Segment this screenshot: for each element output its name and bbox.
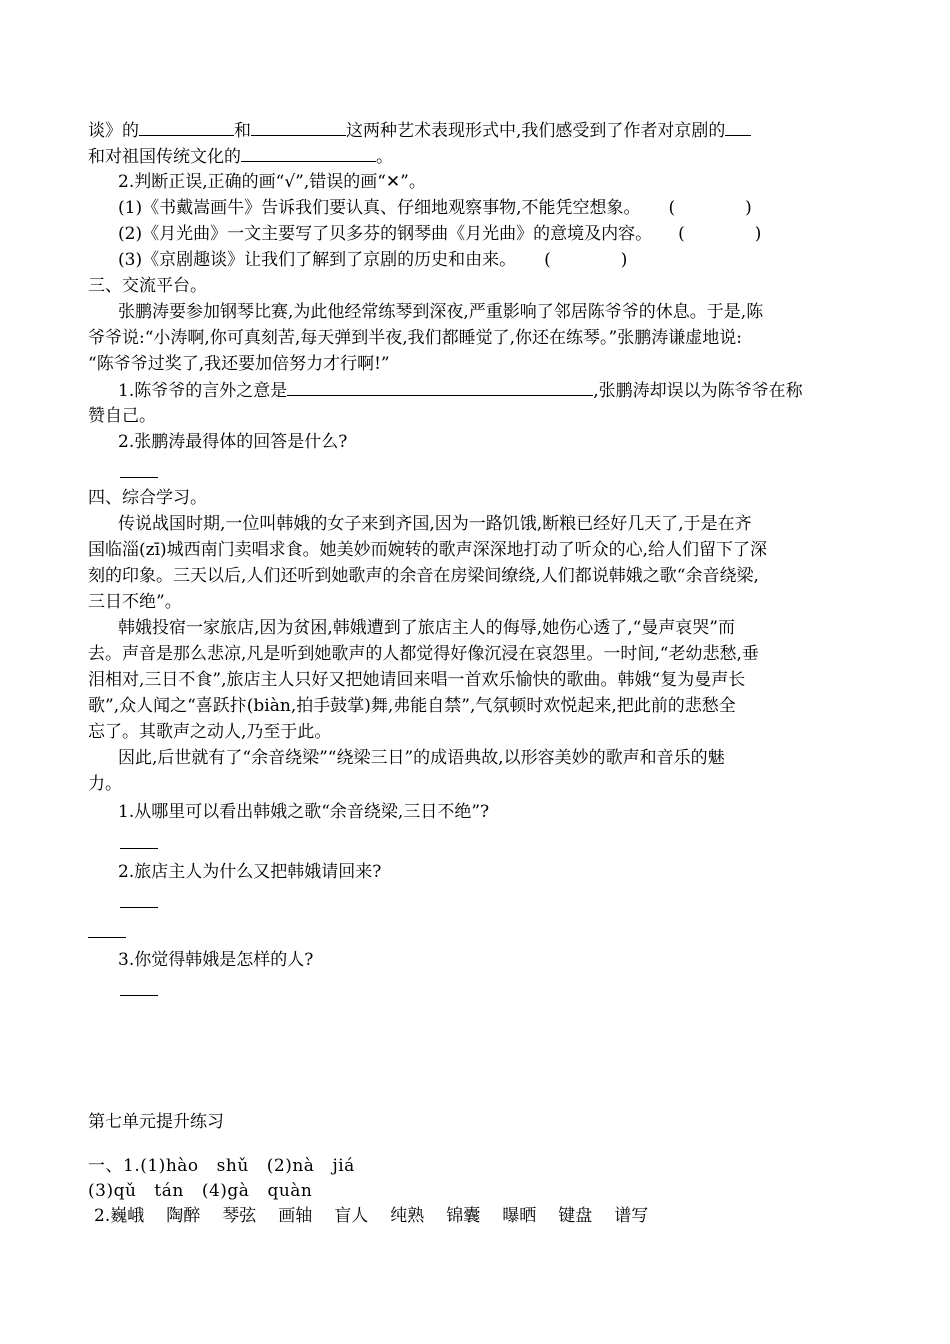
pinyin: (2)nà — [266, 1156, 315, 1176]
s4-q2: 2.旅店主人为什么又把韩娥请回来? — [118, 862, 382, 882]
paren: ) — [754, 224, 762, 244]
answer-blank[interactable] — [725, 119, 751, 136]
answer-line[interactable] — [120, 477, 158, 478]
s3-q1 — [118, 379, 803, 402]
word: 曝晒 — [502, 1206, 537, 1226]
s4-paragraph: 去。声音是那么悲凉,凡是听到她歌声的人都觉得好像沉浸在哀怨里。一时间,“老幼悲愁,垂 — [88, 644, 759, 664]
text: (1)《书戴嵩画牛》告诉我们要认真、仔细地观察事物,不能凭空想象。 — [118, 198, 641, 218]
text: (2)《月光曲》一文主要写了贝多芬的钢琴曲《月光曲》的意境及内容。 — [118, 224, 653, 244]
s4-paragraph: 刻的印象。三天以后,人们还听到她歌声的余音在房梁间缭绕,人们都说韩娥之歌“余音绕梁, — [88, 566, 759, 586]
judge-title: 2.判断正误,正确的画“√”,错误的画“✕”。 — [118, 172, 426, 192]
text: 谈》的 — [88, 121, 139, 141]
judge-item-1 — [118, 197, 752, 219]
text: 2. — [94, 1206, 111, 1226]
answer-blank[interactable] — [139, 119, 234, 136]
s4-q3: 3.你觉得韩娥是怎样的人? — [118, 950, 314, 970]
word: 锦囊 — [446, 1206, 481, 1226]
s3-paragraph: 爷爷说:“小涛啊,你可真刻苦,每天弹到半夜,我们都睡觉了,你还在练琴。”张鹏涛谦虚地说: — [88, 328, 742, 348]
judge-item-2 — [118, 223, 761, 245]
answers-line-3 — [94, 1205, 648, 1227]
text: ,张鹏涛却误以为陈爷爷在称 — [593, 381, 803, 401]
s4-paragraph: 国临淄(zī)城西南门卖唱求食。她美妙而婉转的歌声深深地打动了听众的心,给人们留下了深 — [88, 540, 768, 560]
paren: ) — [745, 198, 752, 218]
text: (3)《京剧趣谈》让我们了解到了京剧的历史和由来。 — [118, 250, 517, 270]
s3-q2: 2.张鹏涛最得体的回答是什么? — [118, 432, 348, 452]
answer-blank[interactable] — [287, 379, 593, 396]
paren: ( — [544, 250, 551, 270]
pinyin: quàn — [267, 1181, 313, 1201]
answer-line[interactable] — [88, 937, 126, 938]
word: 谱写 — [614, 1206, 649, 1226]
word: 纯熟 — [390, 1206, 425, 1226]
section-4-title: 四、综合学习。 — [88, 488, 207, 508]
pinyin: (4)gà — [201, 1181, 250, 1201]
pinyin: tán — [154, 1181, 184, 1201]
s3-paragraph: “陈爷爷过奖了,我还要加倍努力才行啊!” — [88, 354, 390, 374]
paren: ( — [668, 198, 676, 218]
text: 和 — [234, 121, 251, 141]
answer-blank[interactable] — [251, 119, 346, 136]
s3-q1-cont: 赞自己。 — [88, 406, 156, 426]
s4-paragraph: 力。 — [88, 774, 122, 794]
word: 键盘 — [558, 1206, 593, 1226]
pinyin: jiá — [332, 1156, 355, 1176]
text: 。 — [376, 147, 393, 167]
answer-line[interactable] — [120, 995, 158, 996]
s3-paragraph: 张鹏涛要参加钢琴比赛,为此他经常练琴到深夜,严重影响了邻居陈爷爷的休息。于是,陈 — [118, 302, 764, 322]
pinyin: (3)qǔ — [88, 1181, 137, 1201]
s4-paragraph: 歌”,众人闻之“喜跃抃(biàn,拍手鼓掌)舞,弗能自禁”,气氛顿时欢悦起来,把此前的悲愁全 — [88, 696, 736, 716]
answers-heading: 第七单元提升练习 — [88, 1112, 224, 1132]
s4-paragraph: 韩娥投宿一家旅店,因为贫困,韩娥遭到了旅店主人的侮辱,她伤心透了,“曼声哀哭”而 — [118, 618, 735, 638]
answer-line[interactable] — [120, 907, 158, 908]
word: 盲人 — [334, 1206, 369, 1226]
text: 这两种艺术表现形式中,我们感受到了作者对京剧的 — [346, 121, 726, 141]
answers-line-2 — [88, 1180, 312, 1202]
s4-paragraph: 因此,后世就有了“余音绕梁”“绕梁三日”的成语典故,以形容美妙的歌声和音乐的魅 — [118, 748, 725, 768]
s4-q1: 1.从哪里可以看出韩娥之歌“余音绕梁,三日不绝”? — [118, 802, 490, 822]
text: 和对祖国传统文化的 — [88, 147, 241, 167]
s4-paragraph: 泪相对,三日不食”,旅店主人只好又把她请回来唱一首欢乐愉快的歌曲。韩娥“复为曼声长 — [88, 670, 746, 690]
paren: ( — [678, 224, 685, 244]
s4-paragraph: 忘了。其歌声之动人,乃至于此。 — [88, 722, 332, 742]
fill-line-2 — [88, 145, 393, 168]
fill-line-1 — [88, 119, 751, 142]
answer-blank[interactable] — [241, 145, 376, 162]
answers-line-1 — [88, 1155, 355, 1177]
text: 1.陈爷爷的言外之意是 — [118, 381, 288, 401]
s4-paragraph: 传说战国时期,一位叫韩娥的女子来到齐国,因为一路饥饿,断粮已经好几天了,于是在齐 — [118, 514, 752, 534]
pinyin: shǔ — [216, 1156, 249, 1176]
paren: ) — [620, 250, 628, 270]
s4-paragraph: 三日不绝”。 — [88, 592, 182, 612]
pinyin: (1)hào — [140, 1156, 199, 1176]
answer-line[interactable] — [120, 848, 158, 849]
text: 一、1. — [88, 1156, 141, 1176]
word: 巍峨 — [110, 1206, 145, 1226]
section-3-title: 三、交流平台。 — [88, 276, 207, 296]
word: 画轴 — [278, 1206, 313, 1226]
judge-item-3 — [118, 249, 627, 271]
word: 琴弦 — [222, 1206, 257, 1226]
word: 陶醉 — [166, 1206, 201, 1226]
